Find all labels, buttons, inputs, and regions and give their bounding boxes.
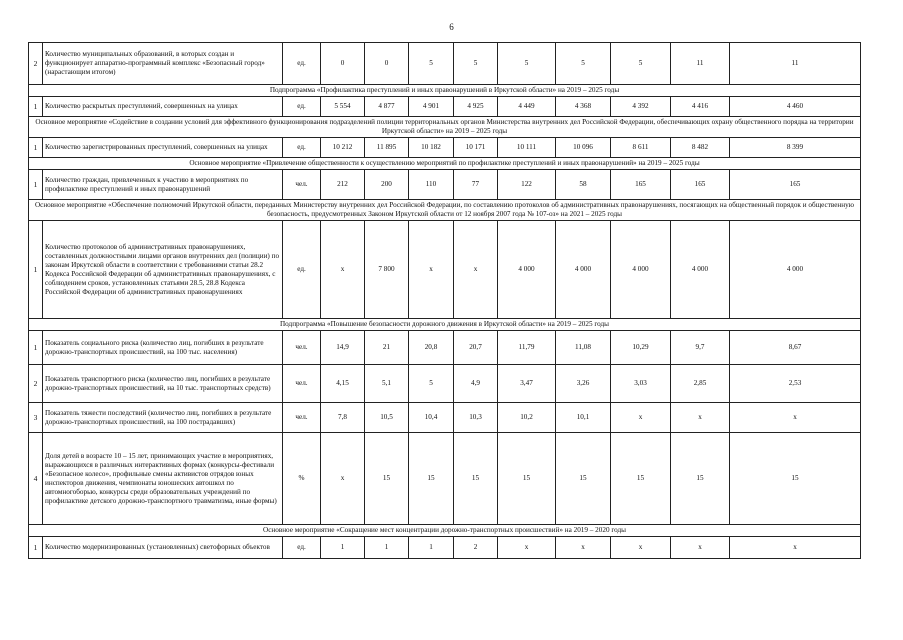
value-cell: х (611, 403, 671, 433)
row-number: 1 (29, 221, 43, 319)
value-cell: 5 (409, 43, 454, 85)
value-cell: 4 368 (556, 97, 611, 117)
value-cell: х (556, 537, 611, 559)
unit-of-measure: ед. (283, 43, 321, 85)
value-cell: х (409, 221, 454, 319)
unit-of-measure: ед. (283, 138, 321, 158)
table-row (29, 221, 861, 319)
section-title: Основное мероприятие «Содействие в создании условий для эффективного функционирования подразделений полиции территориальных органов Министерства внутренних дел Российской Федерации, обеспечивающих охрану общественного порядка на территории Иркутской области» на 2019 – 2025 годы (29, 117, 861, 138)
value-cell: 1 (409, 537, 454, 559)
value-cell: 15 (498, 433, 556, 525)
table-row (29, 433, 861, 525)
table-row (29, 138, 861, 158)
value-cell: х (730, 537, 861, 559)
value-cell: 4 901 (409, 97, 454, 117)
row-number: 1 (29, 537, 43, 559)
value-cell: 4 000 (556, 221, 611, 319)
section-header-row (29, 319, 861, 331)
value-cell: 1 (321, 537, 365, 559)
value-cell: х (321, 433, 365, 525)
value-cell: 7 800 (365, 221, 409, 319)
value-cell: 11 (730, 43, 861, 85)
value-cell: 200 (365, 170, 409, 200)
table-row (29, 365, 861, 403)
value-cell: 4 449 (498, 97, 556, 117)
indicator-table-body (29, 43, 861, 559)
unit-of-measure: чел. (283, 170, 321, 200)
value-cell: 10,3 (454, 403, 498, 433)
section-header-row (29, 85, 861, 97)
value-cell: 212 (321, 170, 365, 200)
value-cell: 20,8 (409, 331, 454, 365)
section-header-row (29, 525, 861, 537)
row-number: 1 (29, 331, 43, 365)
unit-of-measure: ед. (283, 97, 321, 117)
value-cell: х (671, 403, 730, 433)
value-cell: 4 000 (498, 221, 556, 319)
table-row (29, 537, 861, 559)
value-cell: 11 (671, 43, 730, 85)
value-cell: 5 (556, 43, 611, 85)
indicator-name: Количество граждан, привлеченных к участию в мероприятиях по профилактике преступлений и иных правонарушений (43, 170, 283, 200)
value-cell: х (671, 537, 730, 559)
value-cell: 0 (321, 43, 365, 85)
value-cell: 4,9 (454, 365, 498, 403)
value-cell: 110 (409, 170, 454, 200)
value-cell: 11 895 (365, 138, 409, 158)
value-cell: 15 (671, 433, 730, 525)
value-cell: 11,08 (556, 331, 611, 365)
value-cell: 8 399 (730, 138, 861, 158)
value-cell: 10,4 (409, 403, 454, 433)
value-cell: 165 (730, 170, 861, 200)
indicator-name: Количество муниципальных образований, в которых создан и функционирует аппаратно-программный комплекс «Безопасный город» (нарастающим итогом) (43, 43, 283, 85)
unit-of-measure: чел. (283, 331, 321, 365)
table-row (29, 43, 861, 85)
value-cell: 10,2 (498, 403, 556, 433)
row-number: 3 (29, 403, 43, 433)
value-cell: 2 (454, 537, 498, 559)
indicator-name: Показатель транспортного риска (количество лиц, погибших в результате дорожно-транспортных происшествий, на 10 тыс. транспортных средств) (43, 365, 283, 403)
page-number: 6 (449, 22, 454, 32)
section-header-row (29, 200, 861, 221)
value-cell: 3,47 (498, 365, 556, 403)
value-cell: х (730, 403, 861, 433)
value-cell: 15 (611, 433, 671, 525)
row-number: 2 (29, 365, 43, 403)
table-row (29, 403, 861, 433)
section-header-row (29, 158, 861, 170)
value-cell: 15 (409, 433, 454, 525)
section-title: Основное мероприятие «Привлечение общественности к осуществлению мероприятий по профилактике преступлений и иных правонарушений» на 2019 – 2025 годы (29, 158, 861, 170)
unit-of-measure: чел. (283, 365, 321, 403)
value-cell: 5 554 (321, 97, 365, 117)
value-cell: 77 (454, 170, 498, 200)
row-number: 2 (29, 43, 43, 85)
value-cell: 4 460 (730, 97, 861, 117)
table-row (29, 170, 861, 200)
section-title: Основное мероприятие «Сокращение мест концентрации дорожно-транспортных происшествий» на 2019 – 2020 годы (29, 525, 861, 537)
table-row (29, 331, 861, 365)
value-cell: 10 182 (409, 138, 454, 158)
value-cell: 7,8 (321, 403, 365, 433)
value-cell: 4 000 (671, 221, 730, 319)
section-title: Подпрограмма «Повышение безопасности дорожного движения в Иркутской области» на 2019 – 2025 годы (29, 319, 861, 331)
value-cell: 15 (556, 433, 611, 525)
value-cell: 15 (730, 433, 861, 525)
value-cell: 8 482 (671, 138, 730, 158)
value-cell: 4 000 (611, 221, 671, 319)
unit-of-measure: % (283, 433, 321, 525)
indicator-name: Показатель тяжести последствий (количество лиц, погибших в результате дорожно-транспортных происшествий, на 100 пострадавших) (43, 403, 283, 433)
row-number: 1 (29, 138, 43, 158)
row-number: 1 (29, 97, 43, 117)
value-cell: 10 171 (454, 138, 498, 158)
value-cell: 5 (498, 43, 556, 85)
value-cell: 4 392 (611, 97, 671, 117)
indicator-name: Количество раскрытых преступлений, совершенных на улицах (43, 97, 283, 117)
value-cell: 1 (365, 537, 409, 559)
value-cell: 5 (611, 43, 671, 85)
value-cell: 5,1 (365, 365, 409, 403)
value-cell: 4 925 (454, 97, 498, 117)
indicator-name: Количество модернизированных (установленных) светофорных объектов (43, 537, 283, 559)
value-cell: 2,53 (730, 365, 861, 403)
value-cell: 5 (409, 365, 454, 403)
value-cell: 3,26 (556, 365, 611, 403)
value-cell: 14,9 (321, 331, 365, 365)
value-cell: 58 (556, 170, 611, 200)
value-cell: 10 111 (498, 138, 556, 158)
value-cell: 9,7 (671, 331, 730, 365)
value-cell: 165 (671, 170, 730, 200)
value-cell: 122 (498, 170, 556, 200)
unit-of-measure: чел. (283, 403, 321, 433)
value-cell: 10,29 (611, 331, 671, 365)
section-title: Подпрограмма «Профилактика преступлений и иных правонарушений в Иркутской области» на 2019 – 2025 годы (29, 85, 861, 97)
value-cell: 21 (365, 331, 409, 365)
indicator-name: Количество протоколов об административных правонарушениях, составленных должностными лицами органов внутренних дел (полиции) по законам Иркутской области в соответствии с требованиями статьи 28.2 Кодекса Российской Федерации об административных правонарушениях, с соблюдением сроков, установленных статьями 28.5, 28.8 Кодекса Российской Федерации об административных правонарушениях (43, 221, 283, 319)
value-cell: 15 (365, 433, 409, 525)
value-cell: 11,79 (498, 331, 556, 365)
value-cell: 4 877 (365, 97, 409, 117)
row-number: 4 (29, 433, 43, 525)
table-row (29, 97, 861, 117)
value-cell: 20,7 (454, 331, 498, 365)
value-cell: 4,15 (321, 365, 365, 403)
row-number: 1 (29, 170, 43, 200)
value-cell: 10 096 (556, 138, 611, 158)
value-cell: 4 000 (730, 221, 861, 319)
indicator-table (28, 42, 861, 559)
unit-of-measure: ед. (283, 221, 321, 319)
unit-of-measure: ед. (283, 537, 321, 559)
value-cell: х (454, 221, 498, 319)
value-cell: 10,1 (556, 403, 611, 433)
value-cell: 15 (454, 433, 498, 525)
indicator-name: Доля детей в возрасте 10 – 15 лет, принимающих участие в мероприятиях, выражающихся в различных интерактивных формах (конкурсы-фестивали «Безопасное колесо», профильные смены активистов отрядов юных инспекторов движения, чемпионаты юношеских автошкол по автомногоборью, конкурсы среди образовательных учреждений по профилактике детского дорожно-транспортного травматизма, иные формы) (43, 433, 283, 525)
value-cell: х (498, 537, 556, 559)
indicator-name: Показатель социального риска (количество лиц, погибших в результате дорожно-транспортных происшествий, на 100 тыс. населения) (43, 331, 283, 365)
value-cell: 10 212 (321, 138, 365, 158)
value-cell: 8 611 (611, 138, 671, 158)
value-cell: 10,5 (365, 403, 409, 433)
value-cell: 165 (611, 170, 671, 200)
value-cell: 2,85 (671, 365, 730, 403)
value-cell: х (321, 221, 365, 319)
section-header-row (29, 117, 861, 138)
value-cell: 5 (454, 43, 498, 85)
value-cell: 0 (365, 43, 409, 85)
section-title: Основное мероприятие «Обеспечение полномочий Иркутской области, переданных Министерству внутренних дел Российской Федерации, по составлению протоколов об административных правонарушениях, посягающих на общественный порядок и общественную безопасность, предусмотренных Законом Иркутской области от 12 ноября 2007 года № 107-оз» на 2021 – 2025 годы (29, 200, 861, 221)
value-cell: 8,67 (730, 331, 861, 365)
value-cell: х (611, 537, 671, 559)
indicator-name: Количество зарегистрированных преступлений, совершенных на улицах (43, 138, 283, 158)
value-cell: 3,03 (611, 365, 671, 403)
value-cell: 4 416 (671, 97, 730, 117)
